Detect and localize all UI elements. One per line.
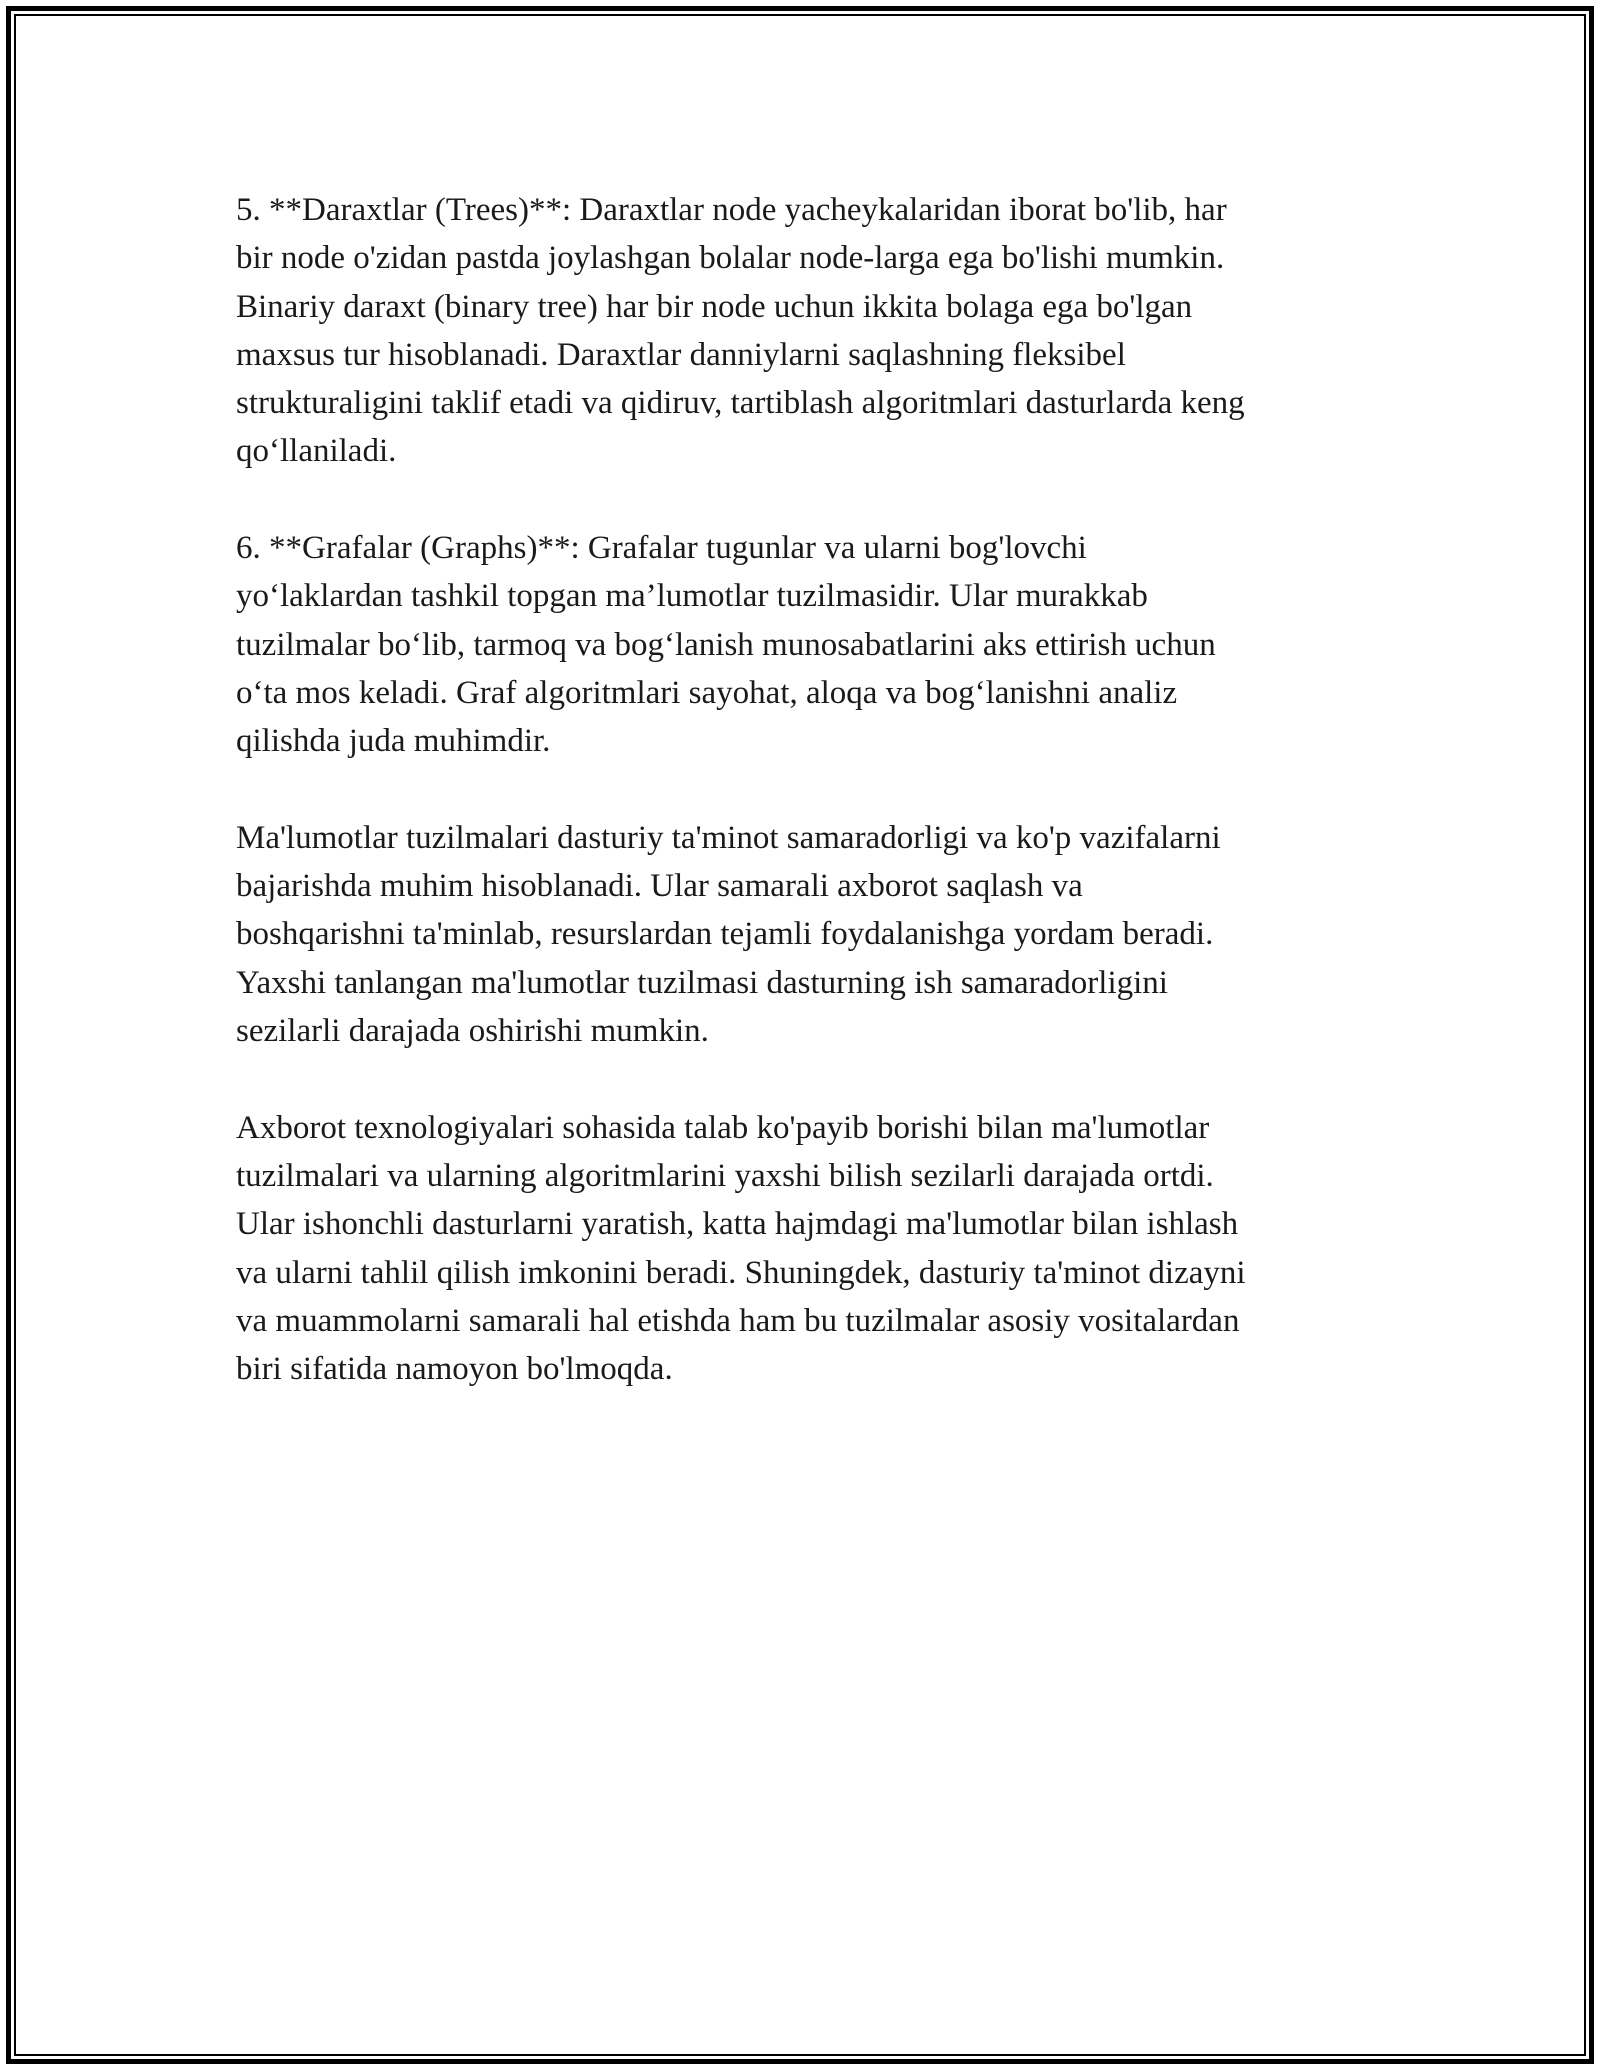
text-line: tuzilmalari va ularning algoritmlarini yaxshi bilish sezilarli darajada ortdi. — [236, 1157, 1214, 1194]
paragraph-importance — [236, 814, 1366, 1055]
text-line: Yaxshi tanlangan ma'lumotlar tuzilmasi dasturning ish samaradorligini — [236, 964, 1168, 1001]
text-line: bajarishda muhim hisoblanadi. Ular samarali axborot saqlash va — [236, 868, 1083, 905]
text-line: va ularni tahlil qilish imkonini beradi. Shuningdek, dasturiy ta'minot dizayni — [236, 1254, 1246, 1291]
text-line: tuzilmalar bo‘lib, tarmoq va bog‘lanish munosabatlarini aks ettirish uchun — [236, 626, 1216, 663]
text-line: 6. **Grafalar (Graphs)**: Grafalar tugunlar va ularni bog'lovchi — [236, 530, 1087, 567]
text-line: qo‘llaniladi. — [236, 433, 397, 470]
text-line: va muammolarni samarali hal etishda ham bu tuzilmalar asosiy vositalardan — [236, 1302, 1240, 1339]
text-line: biri sifatida namoyon bo'lmoqda. — [236, 1351, 673, 1388]
text-line: Ular ishonchli dasturlarni yaratish, katta hajmdagi ma'lumotlar bilan ishlash — [236, 1206, 1239, 1243]
text-line: strukturaligini taklif etadi va qidiruv, tartiblash algoritmlari dasturlarda keng — [236, 385, 1245, 422]
text-line: qilishda juda muhimdir. — [236, 723, 551, 760]
text-line: yo‘laklardan tashkil topgan ma’lumotlar tuzilmasidir. Ular murakkab — [236, 578, 1148, 615]
paragraph-trees — [236, 186, 1366, 476]
text-line: 5. **Daraxtlar (Trees)**: Daraxtlar node yacheykalaridan iborat bo'lib, har — [236, 192, 1227, 228]
text-line: o‘ta mos keladi. Graf algoritmlari sayohat, aloqa va bog‘lanishni analiz — [236, 674, 1178, 711]
paragraph-conclusion — [236, 1104, 1366, 1394]
text-line: Axborot texnologiyalari sohasida talab ko'payib borishi bilan ma'lumotlar — [236, 1109, 1210, 1146]
text-line: maxsus tur hisoblanadi. Daraxtlar danniylarni saqlashning fleksibel — [236, 336, 1126, 373]
text-line: Binariy daraxt (binary tree) har bir node uchun ikkita bolaga ega bo'lgan — [236, 288, 1193, 325]
text-line: boshqarishni ta'minlab, resurslardan tejamli foydalanishga yordam beradi. — [236, 916, 1214, 953]
text-line: sezilarli darajada oshirishi mumkin. — [236, 1013, 709, 1050]
document-body — [236, 186, 1366, 1442]
text-line: Ma'lumotlar tuzilmalari dasturiy ta'minot samaradorligi va ko'p vazifalarni — [236, 819, 1221, 856]
text-line: bir node o'zidan pastda joylashgan bolalar node-larga ega bo'lishi mumkin. — [236, 240, 1225, 277]
paragraph-graphs — [236, 524, 1366, 765]
